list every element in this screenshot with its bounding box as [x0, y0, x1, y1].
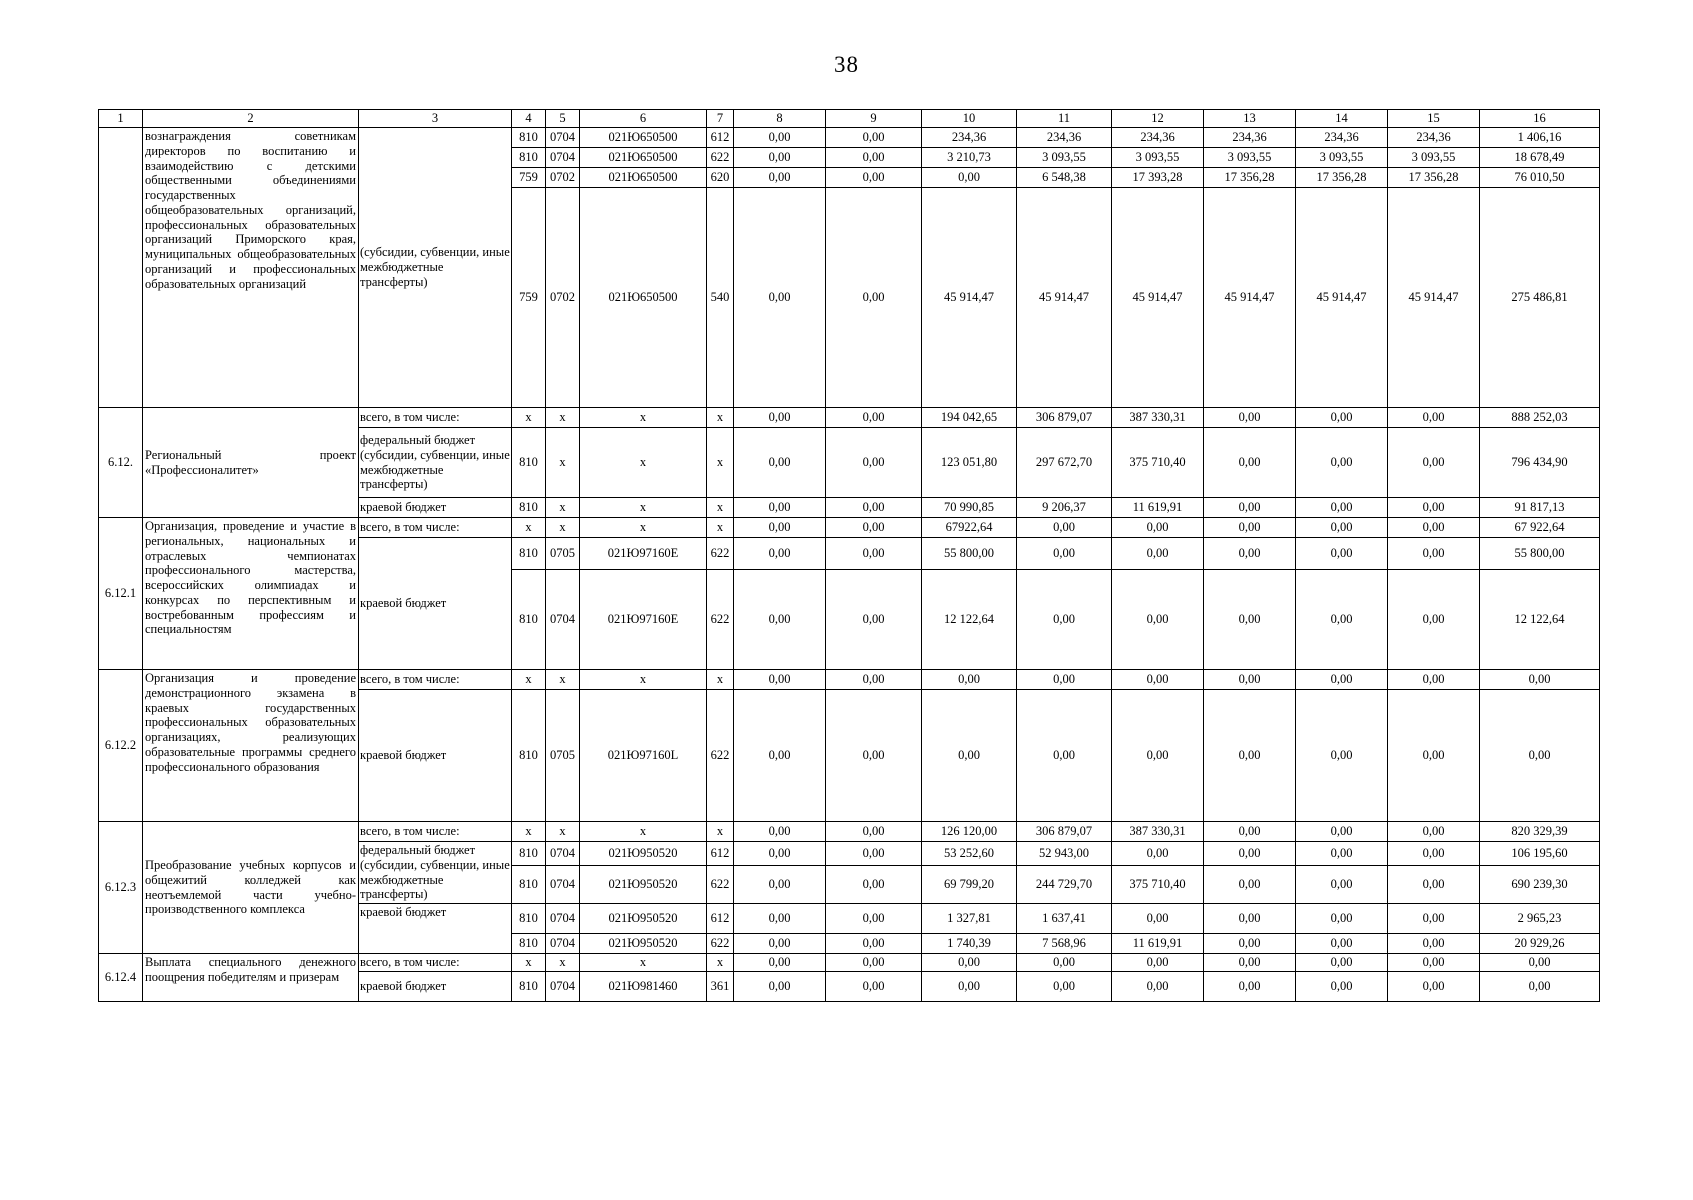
table-row	[99, 822, 1600, 842]
year-1-value: 0,00	[734, 188, 826, 408]
year-8-value: 0,00	[1388, 570, 1480, 670]
row-index	[99, 128, 143, 408]
year-2-value: 0,00	[826, 842, 922, 866]
table-row	[99, 954, 1600, 972]
funding-source: всего, в том числе:	[359, 822, 512, 842]
year-6-value: 0,00	[1204, 866, 1296, 904]
funding-source: федеральный бюджет (субсидии, субвенции, иные межбюджетные трансферты)	[359, 428, 512, 498]
year-1-value: 0,00	[734, 498, 826, 518]
column-header: 7	[707, 110, 734, 128]
year-2-value: 0,00	[826, 866, 922, 904]
grbs-code: 810	[512, 128, 546, 148]
total-value: 67 922,64	[1480, 518, 1600, 538]
section-code: x	[546, 518, 580, 538]
year-1-value: 0,00	[734, 428, 826, 498]
budget-table	[98, 109, 1600, 1002]
year-8-value: 0,00	[1388, 904, 1480, 934]
row-description: Региональный проект «Профессионалитет»	[143, 408, 359, 518]
year-1-value: 0,00	[734, 972, 826, 1002]
year-1-value: 0,00	[734, 690, 826, 822]
year-7-value: 0,00	[1296, 670, 1388, 690]
year-4-value: 9 206,37	[1017, 498, 1112, 518]
year-4-value: 297 672,70	[1017, 428, 1112, 498]
column-header: 2	[143, 110, 359, 128]
grbs-code: x	[512, 408, 546, 428]
table-row	[99, 128, 1600, 148]
target-article-code: 021Ю950520	[580, 934, 707, 954]
year-1-value: 0,00	[734, 822, 826, 842]
year-3-value: 12 122,64	[922, 570, 1017, 670]
year-7-value: 0,00	[1296, 972, 1388, 1002]
total-value: 76 010,50	[1480, 168, 1600, 188]
section-code: 0704	[546, 128, 580, 148]
year-6-value: 234,36	[1204, 128, 1296, 148]
grbs-code: 810	[512, 428, 546, 498]
year-4-value: 0,00	[1017, 538, 1112, 570]
year-2-value: 0,00	[826, 904, 922, 934]
year-3-value: 0,00	[922, 954, 1017, 972]
year-5-value: 375 710,40	[1112, 866, 1204, 904]
year-1-value: 0,00	[734, 866, 826, 904]
total-value: 106 195,60	[1480, 842, 1600, 866]
column-header: 8	[734, 110, 826, 128]
section-code: 0705	[546, 538, 580, 570]
funding-source: всего, в том числе:	[359, 518, 512, 538]
row-description: Преобразование учебных корпусов и общежитий колледжей как неотъемлемой части учебно-производственного комплекса	[143, 822, 359, 954]
year-3-value: 0,00	[922, 168, 1017, 188]
section-code: 0704	[546, 934, 580, 954]
funding-source: краевой бюджет	[359, 904, 512, 954]
total-value: 690 239,30	[1480, 866, 1600, 904]
year-7-value: 0,00	[1296, 934, 1388, 954]
column-header: 4	[512, 110, 546, 128]
expense-type-code: x	[707, 670, 734, 690]
section-code: 0702	[546, 188, 580, 408]
expense-type-code: 622	[707, 934, 734, 954]
total-value: 0,00	[1480, 690, 1600, 822]
target-article-code: 021Ю650500	[580, 188, 707, 408]
funding-source: краевой бюджет	[359, 972, 512, 1002]
year-2-value: 0,00	[826, 934, 922, 954]
target-article-code: 021Ю950520	[580, 842, 707, 866]
year-7-value: 0,00	[1296, 866, 1388, 904]
expense-type-code: 622	[707, 690, 734, 822]
target-article-code: 021Ю650500	[580, 168, 707, 188]
expense-type-code: x	[707, 822, 734, 842]
column-header: 10	[922, 110, 1017, 128]
year-1-value: 0,00	[734, 168, 826, 188]
grbs-code: x	[512, 518, 546, 538]
year-1-value: 0,00	[734, 148, 826, 168]
year-4-value: 306 879,07	[1017, 822, 1112, 842]
expense-type-code: 620	[707, 168, 734, 188]
column-header: 1	[99, 110, 143, 128]
expense-type-code: x	[707, 954, 734, 972]
section-code: x	[546, 428, 580, 498]
year-6-value: 0,00	[1204, 518, 1296, 538]
year-8-value: 0,00	[1388, 822, 1480, 842]
year-1-value: 0,00	[734, 128, 826, 148]
year-8-value: 3 093,55	[1388, 148, 1480, 168]
year-8-value: 0,00	[1388, 972, 1480, 1002]
year-5-value: 0,00	[1112, 842, 1204, 866]
year-8-value: 0,00	[1388, 518, 1480, 538]
year-8-value: 0,00	[1388, 428, 1480, 498]
year-4-value: 0,00	[1017, 954, 1112, 972]
year-6-value: 0,00	[1204, 570, 1296, 670]
total-value: 55 800,00	[1480, 538, 1600, 570]
grbs-code: x	[512, 822, 546, 842]
target-article-code: 021Ю981460	[580, 972, 707, 1002]
year-7-value: 0,00	[1296, 904, 1388, 934]
year-7-value: 0,00	[1296, 408, 1388, 428]
year-7-value: 17 356,28	[1296, 168, 1388, 188]
target-article-code: 021Ю97160L	[580, 690, 707, 822]
section-code: 0704	[546, 148, 580, 168]
section-code: 0704	[546, 570, 580, 670]
year-3-value: 123 051,80	[922, 428, 1017, 498]
year-6-value: 0,00	[1204, 498, 1296, 518]
column-header: 5	[546, 110, 580, 128]
grbs-code: x	[512, 954, 546, 972]
year-3-value: 69 799,20	[922, 866, 1017, 904]
year-2-value: 0,00	[826, 408, 922, 428]
expense-type-code: x	[707, 428, 734, 498]
total-value: 12 122,64	[1480, 570, 1600, 670]
year-6-value: 17 356,28	[1204, 168, 1296, 188]
grbs-code: 810	[512, 842, 546, 866]
year-5-value: 0,00	[1112, 904, 1204, 934]
year-5-value: 387 330,31	[1112, 822, 1204, 842]
year-1-value: 0,00	[734, 934, 826, 954]
grbs-code: 810	[512, 972, 546, 1002]
table-row	[99, 670, 1600, 690]
funding-source: всего, в том числе:	[359, 670, 512, 690]
grbs-code: 810	[512, 148, 546, 168]
year-7-value: 0,00	[1296, 690, 1388, 822]
target-article-code: x	[580, 428, 707, 498]
year-4-value: 45 914,47	[1017, 188, 1112, 408]
year-4-value: 306 879,07	[1017, 408, 1112, 428]
row-index: 6.12.2	[99, 670, 143, 822]
section-code: x	[546, 954, 580, 972]
target-article-code: x	[580, 518, 707, 538]
year-2-value: 0,00	[826, 690, 922, 822]
expense-type-code: x	[707, 408, 734, 428]
page-number: 38	[834, 52, 859, 77]
year-2-value: 0,00	[826, 538, 922, 570]
year-4-value: 234,36	[1017, 128, 1112, 148]
year-1-value: 0,00	[734, 408, 826, 428]
year-5-value: 3 093,55	[1112, 148, 1204, 168]
year-4-value: 0,00	[1017, 670, 1112, 690]
year-4-value: 0,00	[1017, 518, 1112, 538]
year-4-value: 3 093,55	[1017, 148, 1112, 168]
year-3-value: 67922,64	[922, 518, 1017, 538]
year-1-value: 0,00	[734, 570, 826, 670]
year-7-value: 234,36	[1296, 128, 1388, 148]
year-3-value: 1 327,81	[922, 904, 1017, 934]
year-6-value: 0,00	[1204, 972, 1296, 1002]
year-3-value: 0,00	[922, 670, 1017, 690]
year-3-value: 126 120,00	[922, 822, 1017, 842]
year-3-value: 3 210,73	[922, 148, 1017, 168]
target-article-code: 021Ю950520	[580, 866, 707, 904]
year-5-value: 11 619,91	[1112, 498, 1204, 518]
expense-type-code: 361	[707, 972, 734, 1002]
year-3-value: 53 252,60	[922, 842, 1017, 866]
year-4-value: 0,00	[1017, 972, 1112, 1002]
year-1-value: 0,00	[734, 538, 826, 570]
year-3-value: 1 740,39	[922, 934, 1017, 954]
total-value: 275 486,81	[1480, 188, 1600, 408]
column-header: 3	[359, 110, 512, 128]
year-7-value: 0,00	[1296, 822, 1388, 842]
year-6-value: 0,00	[1204, 670, 1296, 690]
expense-type-code: 622	[707, 570, 734, 670]
grbs-code: 810	[512, 866, 546, 904]
total-value: 820 329,39	[1480, 822, 1600, 842]
total-value: 0,00	[1480, 670, 1600, 690]
funding-source: федеральный бюджет (субсидии, субвенции, иные межбюджетные трансферты)	[359, 842, 512, 904]
target-article-code: x	[580, 670, 707, 690]
grbs-code: 810	[512, 904, 546, 934]
year-4-value: 0,00	[1017, 570, 1112, 670]
year-4-value: 0,00	[1017, 690, 1112, 822]
year-5-value: 45 914,47	[1112, 188, 1204, 408]
table-row	[99, 110, 1600, 128]
year-3-value: 45 914,47	[922, 188, 1017, 408]
year-6-value: 0,00	[1204, 428, 1296, 498]
year-7-value: 3 093,55	[1296, 148, 1388, 168]
year-8-value: 45 914,47	[1388, 188, 1480, 408]
section-code: x	[546, 822, 580, 842]
year-5-value: 0,00	[1112, 670, 1204, 690]
expense-type-code: x	[707, 518, 734, 538]
year-6-value: 0,00	[1204, 822, 1296, 842]
year-4-value: 6 548,38	[1017, 168, 1112, 188]
year-2-value: 0,00	[826, 822, 922, 842]
year-5-value: 0,00	[1112, 538, 1204, 570]
target-article-code: x	[580, 822, 707, 842]
year-3-value: 0,00	[922, 972, 1017, 1002]
grbs-code: x	[512, 670, 546, 690]
year-5-value: 11 619,91	[1112, 934, 1204, 954]
year-6-value: 0,00	[1204, 690, 1296, 822]
year-3-value: 70 990,85	[922, 498, 1017, 518]
year-8-value: 17 356,28	[1388, 168, 1480, 188]
target-article-code: x	[580, 498, 707, 518]
grbs-code: 810	[512, 934, 546, 954]
target-article-code: x	[580, 954, 707, 972]
year-2-value: 0,00	[826, 954, 922, 972]
year-7-value: 0,00	[1296, 428, 1388, 498]
column-header: 6	[580, 110, 707, 128]
expense-type-code: 622	[707, 538, 734, 570]
total-value: 888 252,03	[1480, 408, 1600, 428]
target-article-code: 021Ю97160Е	[580, 538, 707, 570]
year-1-value: 0,00	[734, 518, 826, 538]
year-7-value: 0,00	[1296, 954, 1388, 972]
row-index: 6.12.1	[99, 518, 143, 670]
section-code: x	[546, 498, 580, 518]
column-header: 9	[826, 110, 922, 128]
funding-source: всего, в том числе:	[359, 954, 512, 972]
table-row	[99, 408, 1600, 428]
section-code: 0704	[546, 842, 580, 866]
year-8-value: 0,00	[1388, 498, 1480, 518]
total-value: 796 434,90	[1480, 428, 1600, 498]
year-5-value: 234,36	[1112, 128, 1204, 148]
year-5-value: 0,00	[1112, 570, 1204, 670]
year-8-value: 234,36	[1388, 128, 1480, 148]
year-5-value: 0,00	[1112, 972, 1204, 1002]
year-8-value: 0,00	[1388, 954, 1480, 972]
column-header: 14	[1296, 110, 1388, 128]
total-value: 1 406,16	[1480, 128, 1600, 148]
funding-source: краевой бюджет	[359, 690, 512, 822]
year-8-value: 0,00	[1388, 866, 1480, 904]
year-8-value: 0,00	[1388, 538, 1480, 570]
funding-source: краевой бюджет	[359, 538, 512, 670]
year-2-value: 0,00	[826, 128, 922, 148]
section-code: 0704	[546, 866, 580, 904]
row-description: вознаграждения советникам директоров по воспитанию и взаимодействию с детскими общественными объединениями государственных общеобразовательных организаций, профессиональных образовательных организаций Приморского края, муниципальных общеобразовательных организаций и профессиональных образовательных организаций	[143, 128, 359, 408]
expense-type-code: 622	[707, 148, 734, 168]
target-article-code: 021Ю97160Е	[580, 570, 707, 670]
total-value: 2 965,23	[1480, 904, 1600, 934]
year-6-value: 45 914,47	[1204, 188, 1296, 408]
column-header: 16	[1480, 110, 1600, 128]
year-6-value: 0,00	[1204, 408, 1296, 428]
year-6-value: 0,00	[1204, 842, 1296, 866]
grbs-code: 759	[512, 188, 546, 408]
total-value: 91 817,13	[1480, 498, 1600, 518]
year-7-value: 0,00	[1296, 518, 1388, 538]
row-description: Организация, проведение и участие в региональных, национальных и отраслевых чемпионатах профессионального мастерства, всероссийских олимпиадах и конкурсах по перспективным и востребованным профессиям и специальностям	[143, 518, 359, 670]
table-row	[99, 518, 1600, 538]
year-2-value: 0,00	[826, 498, 922, 518]
total-value: 20 929,26	[1480, 934, 1600, 954]
year-1-value: 0,00	[734, 842, 826, 866]
funding-source: краевой бюджет	[359, 498, 512, 518]
section-code: 0704	[546, 972, 580, 1002]
year-8-value: 0,00	[1388, 670, 1480, 690]
year-5-value: 17 393,28	[1112, 168, 1204, 188]
expense-type-code: 622	[707, 866, 734, 904]
year-6-value: 0,00	[1204, 954, 1296, 972]
year-6-value: 0,00	[1204, 904, 1296, 934]
year-2-value: 0,00	[826, 188, 922, 408]
column-header: 11	[1017, 110, 1112, 128]
expense-type-code: 612	[707, 128, 734, 148]
year-2-value: 0,00	[826, 428, 922, 498]
section-code: 0705	[546, 690, 580, 822]
year-5-value: 0,00	[1112, 954, 1204, 972]
year-2-value: 0,00	[826, 168, 922, 188]
grbs-code: 810	[512, 690, 546, 822]
year-8-value: 0,00	[1388, 934, 1480, 954]
year-2-value: 0,00	[826, 148, 922, 168]
total-value: 0,00	[1480, 954, 1600, 972]
year-8-value: 0,00	[1388, 408, 1480, 428]
grbs-code: 810	[512, 498, 546, 518]
section-code: x	[546, 670, 580, 690]
year-2-value: 0,00	[826, 972, 922, 1002]
expense-type-code: x	[707, 498, 734, 518]
year-1-value: 0,00	[734, 670, 826, 690]
grbs-code: 810	[512, 570, 546, 670]
year-1-value: 0,00	[734, 954, 826, 972]
year-6-value: 0,00	[1204, 934, 1296, 954]
year-8-value: 0,00	[1388, 690, 1480, 822]
year-3-value: 55 800,00	[922, 538, 1017, 570]
row-index: 6.12.3	[99, 822, 143, 954]
year-4-value: 52 943,00	[1017, 842, 1112, 866]
section-code: 0702	[546, 168, 580, 188]
row-description: Выплата специального денежного поощрения победителям и призерам	[143, 954, 359, 1002]
expense-type-code: 540	[707, 188, 734, 408]
row-index: 6.12.	[99, 408, 143, 518]
year-6-value: 3 093,55	[1204, 148, 1296, 168]
year-4-value: 1 637,41	[1017, 904, 1112, 934]
year-6-value: 0,00	[1204, 538, 1296, 570]
year-2-value: 0,00	[826, 518, 922, 538]
year-3-value: 194 042,65	[922, 408, 1017, 428]
funding-source: всего, в том числе:	[359, 408, 512, 428]
year-7-value: 0,00	[1296, 538, 1388, 570]
total-value: 0,00	[1480, 972, 1600, 1002]
target-article-code: 021Ю650500	[580, 128, 707, 148]
year-4-value: 7 568,96	[1017, 934, 1112, 954]
year-5-value: 375 710,40	[1112, 428, 1204, 498]
year-3-value: 0,00	[922, 690, 1017, 822]
expense-type-code: 612	[707, 842, 734, 866]
year-5-value: 0,00	[1112, 518, 1204, 538]
year-7-value: 0,00	[1296, 570, 1388, 670]
target-article-code: 021Ю650500	[580, 148, 707, 168]
year-7-value: 45 914,47	[1296, 188, 1388, 408]
column-header: 15	[1388, 110, 1480, 128]
year-2-value: 0,00	[826, 670, 922, 690]
column-header: 13	[1204, 110, 1296, 128]
row-index: 6.12.4	[99, 954, 143, 1002]
year-4-value: 244 729,70	[1017, 866, 1112, 904]
column-header: 12	[1112, 110, 1204, 128]
year-2-value: 0,00	[826, 570, 922, 670]
year-5-value: 387 330,31	[1112, 408, 1204, 428]
grbs-code: 810	[512, 538, 546, 570]
section-code: 0704	[546, 904, 580, 934]
section-code: x	[546, 408, 580, 428]
year-7-value: 0,00	[1296, 842, 1388, 866]
year-3-value: 234,36	[922, 128, 1017, 148]
total-value: 18 678,49	[1480, 148, 1600, 168]
expense-type-code: 612	[707, 904, 734, 934]
year-1-value: 0,00	[734, 904, 826, 934]
year-5-value: 0,00	[1112, 690, 1204, 822]
row-description: Организация и проведение демонстрационного экзамена в краевых государственных профессиональных образовательных организациях, реализующих образовательные программы среднего профессионального образования	[143, 670, 359, 822]
grbs-code: 759	[512, 168, 546, 188]
funding-source: (субсидии, субвенции, иные межбюджетные трансферты)	[359, 128, 512, 408]
target-article-code: x	[580, 408, 707, 428]
target-article-code: 021Ю950520	[580, 904, 707, 934]
year-8-value: 0,00	[1388, 842, 1480, 866]
year-7-value: 0,00	[1296, 498, 1388, 518]
